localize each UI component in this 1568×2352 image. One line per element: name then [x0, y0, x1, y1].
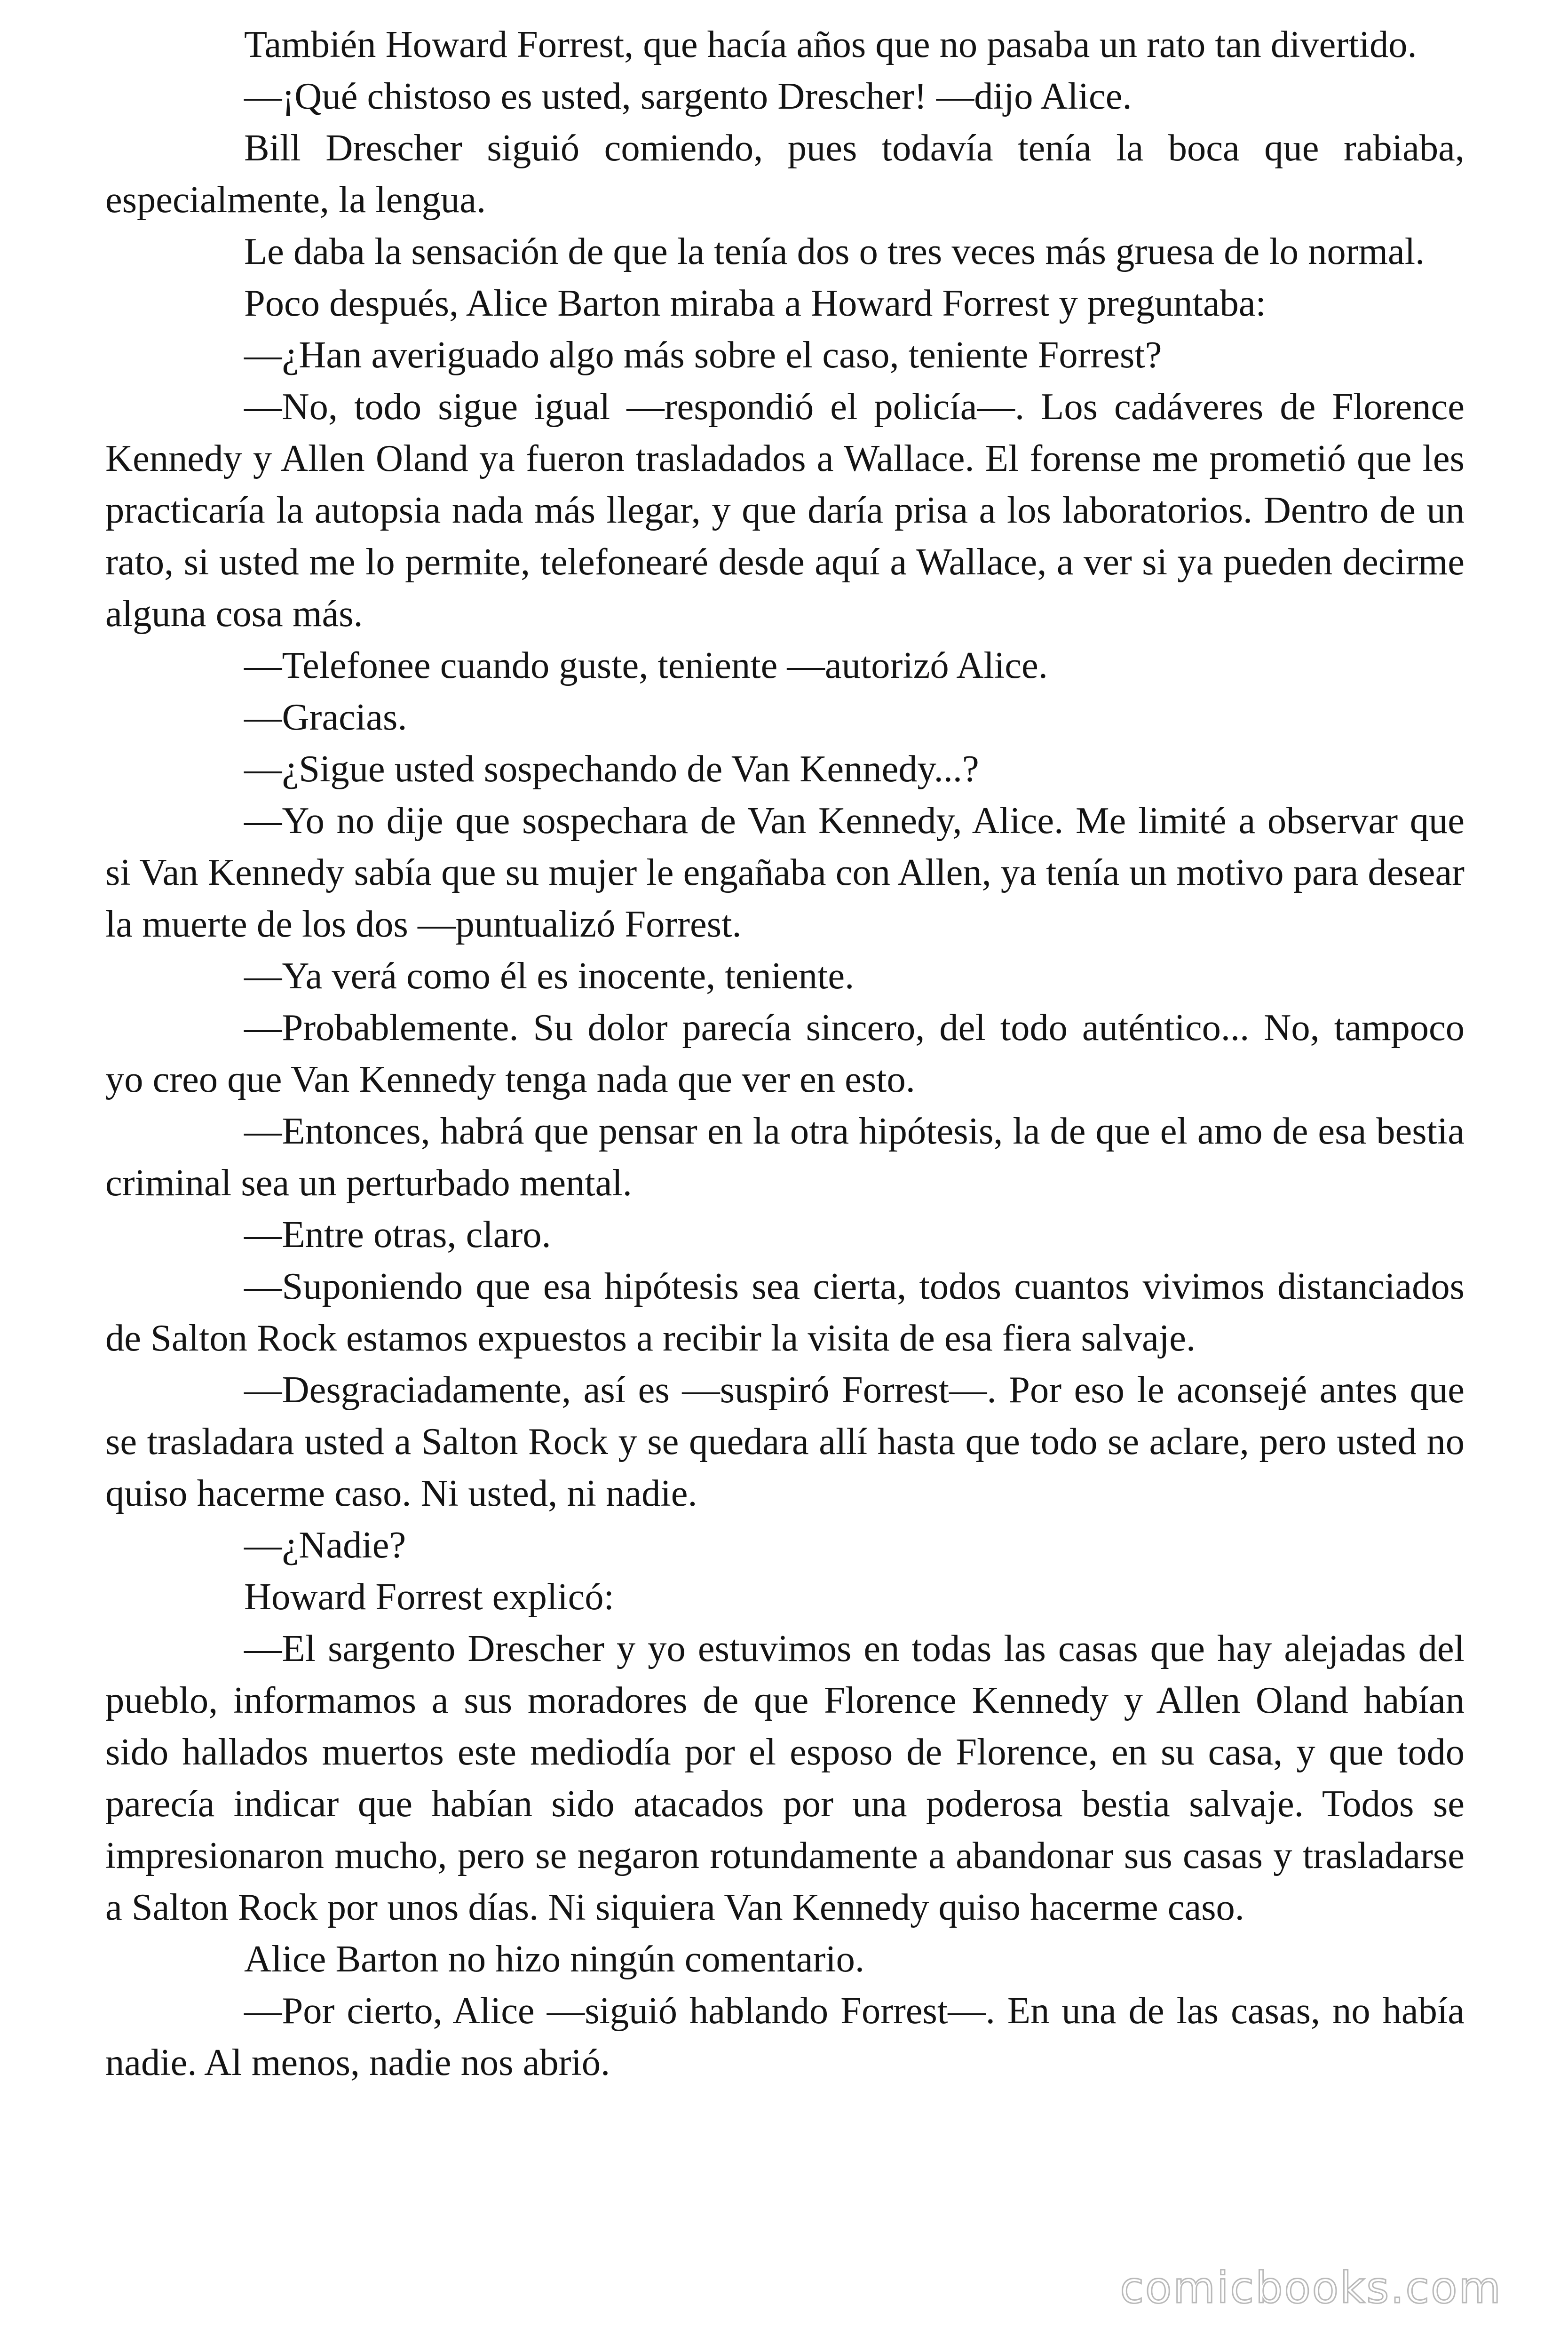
paragraph: —¿Sigue usted sospechando de Van Kennedy...? — [244, 748, 979, 790]
paragraph: —Por cierto, Alice —siguió hablando Forrest—. En una de las casas, no había nadie. Al menos, nadie nos abrió. — [105, 1990, 1465, 2083]
paragraph: —Entre otras, claro. — [244, 1214, 551, 1255]
paragraph: —Yo no dije que sospechara de Van Kennedy, Alice. Me limité a observar que si Van Kennedy sabía que su mujer le engañaba con Allen, ya tenía un motivo para desear la muerte de los dos —puntualizó Forrest. — [105, 800, 1465, 945]
paragraph: —Gracias. — [244, 696, 407, 738]
paragraph: También Howard Forrest, que hacía años que no pasaba un rato tan divertido. — [244, 24, 1417, 65]
paragraph: —Ya verá como él es inocente, teniente. — [244, 955, 855, 997]
paragraph: —Desgraciadamente, así es —suspiró Forrest—. Por eso le aconsejé antes que se trasladara usted a Salton Rock y se quedara allí hasta que todo se aclare, pero usted no quiso hacerme caso. Ni usted, ni nadie. — [105, 1369, 1465, 1514]
paragraph: —¿Nadie? — [244, 1524, 406, 1566]
paragraph: —No, todo sigue igual —respondió el policía—. Los cadáveres de Florence Kennedy y Allen Oland ya fueron trasladados a Wallace. El forense me prometió que les practicaría la autopsia nada más llegar, y que daría prisa a los laboratorios. Dentro de un rato, si usted me lo permite, telefonearé desde aquí a Wallace, a ver si ya pueden decirme alguna cosa más. — [105, 386, 1465, 635]
paragraph: —El sargento Drescher y yo estuvimos en todas las casas que hay alejadas del pueblo, informamos a sus moradores de que Florence Kennedy y Allen Oland habían sido hallados muertos este mediodía por el esposo de Florence, en su casa, y que todo parecía indicar que habían sido atacados por una poderosa bestia salvaje. Todos se impresionaron mucho, pero se negaron rotundamente a abandonar sus casas y trasladarse a Salton Rock por unos días. Ni siquiera Van Kennedy quiso hacerme caso. — [105, 1628, 1465, 1928]
page-text — [105, 19, 1465, 2089]
paragraph: Poco después, Alice Barton miraba a Howard Forrest y preguntaba: — [244, 282, 1266, 324]
paragraph: —¿Han averiguado algo más sobre el caso, teniente Forrest? — [244, 334, 1162, 376]
paragraph: Le daba la sensación de que la tenía dos o tres veces más gruesa de lo normal. — [244, 230, 1425, 272]
paragraph: —Suponiendo que esa hipótesis sea cierta, todos cuantos vivimos distanciados de Salton Rock estamos expuestos a recibir la visita de esa fiera salvaje. — [105, 1265, 1465, 1359]
paragraph: —¡Qué chistoso es usted, sargento Drescher! —dijo Alice. — [244, 75, 1132, 117]
paragraph: —Probablemente. Su dolor parecía sincero, del todo auténtico... No, tampoco yo creo que Van Kennedy tenga nada que ver en esto. — [105, 1007, 1465, 1100]
paragraph: Alice Barton no hizo ningún comentario. — [244, 1938, 864, 1980]
watermark: comicbooks.com — [1120, 2263, 1502, 2313]
paragraph: Bill Drescher siguió comiendo, pues todavía tenía la boca que rabiaba, especialmente, la lengua. — [105, 127, 1465, 221]
paragraph: —Entonces, habrá que pensar en la otra hipótesis, la de que el amo de esa bestia criminal sea un perturbado mental. — [105, 1110, 1465, 1204]
paragraph: —Telefonee cuando guste, teniente —autorizó Alice. — [244, 644, 1048, 686]
paragraph: Howard Forrest explicó: — [244, 1576, 614, 1618]
